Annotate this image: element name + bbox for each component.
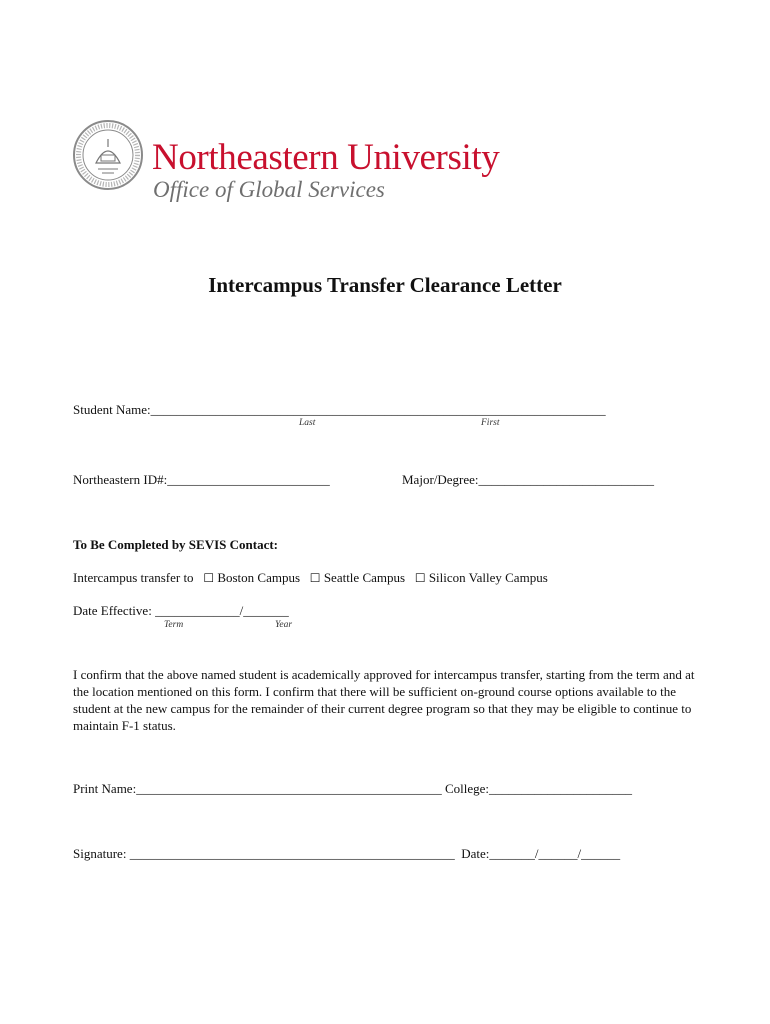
confirmation-paragraph: I confirm that the above named student is academically approved for intercampus transfer, starting from the term and at the location mentioned on this form. I confirm that there will be sufficient on-ground course options available to the student at the new campus for the remainder of their current degree program so that they may be eligible to continue to maintain F-1 status.: [73, 667, 695, 733]
seattle-campus-label: Seattle Campus: [323, 570, 406, 585]
date-label: Date:: [461, 846, 490, 861]
term-field[interactable]: _____________: [155, 603, 240, 618]
student-name-field[interactable]: ______________________________________________________________________: [150, 402, 606, 417]
silicon-valley-campus-checkbox[interactable]: ☐: [414, 571, 426, 585]
college-label: College:: [444, 781, 489, 796]
date-slash: /: [239, 603, 244, 618]
student-name-row: [73, 402, 606, 418]
signature-field[interactable]: __________________________________________________: [129, 846, 455, 861]
date-effective-label: Date Effective:: [73, 603, 152, 618]
northeastern-id-row: [73, 472, 330, 488]
boston-campus-checkbox[interactable]: ☐: [203, 571, 215, 585]
transfer-label: Intercampus transfer to: [73, 570, 194, 585]
university-seal-icon: [72, 119, 144, 191]
print-name-field[interactable]: _______________________________________________: [136, 781, 442, 796]
page-title: Intercampus Transfer Clearance Letter: [208, 273, 562, 297]
office-name: Office of Global Services: [153, 177, 385, 202]
print-name-row: [73, 781, 632, 797]
silicon-valley-campus-label: Silicon Valley Campus: [428, 570, 548, 585]
northeastern-id-label: Northeastern ID#:: [73, 472, 168, 487]
seattle-campus-checkbox[interactable]: ☐: [309, 571, 321, 585]
year-field[interactable]: _______: [243, 603, 289, 618]
northeastern-id-field[interactable]: _________________________: [167, 472, 330, 487]
signature-label: Signature:: [73, 846, 127, 861]
year-caption: Year: [275, 620, 293, 630]
major-degree-label: Major/Degree:: [402, 472, 479, 487]
college-field[interactable]: ______________________: [488, 781, 632, 796]
university-name: Northeastern University: [152, 137, 500, 178]
student-name-label: Student Name:: [73, 402, 151, 417]
major-degree-row: [402, 472, 654, 488]
signature-row: [73, 846, 620, 862]
first-name-caption: First: [481, 418, 500, 428]
major-degree-field[interactable]: ___________________________: [478, 472, 655, 487]
last-name-caption: Last: [299, 418, 316, 428]
transfer-row: [73, 570, 548, 586]
boston-campus-label: Boston Campus: [217, 570, 301, 585]
term-caption: Term: [164, 620, 184, 630]
date-effective-row: [73, 603, 289, 619]
print-name-label: Print Name:: [73, 781, 137, 796]
sevis-heading: To Be Completed by SEVIS Contact:: [73, 537, 279, 552]
date-field[interactable]: _______/______/______: [489, 846, 621, 861]
